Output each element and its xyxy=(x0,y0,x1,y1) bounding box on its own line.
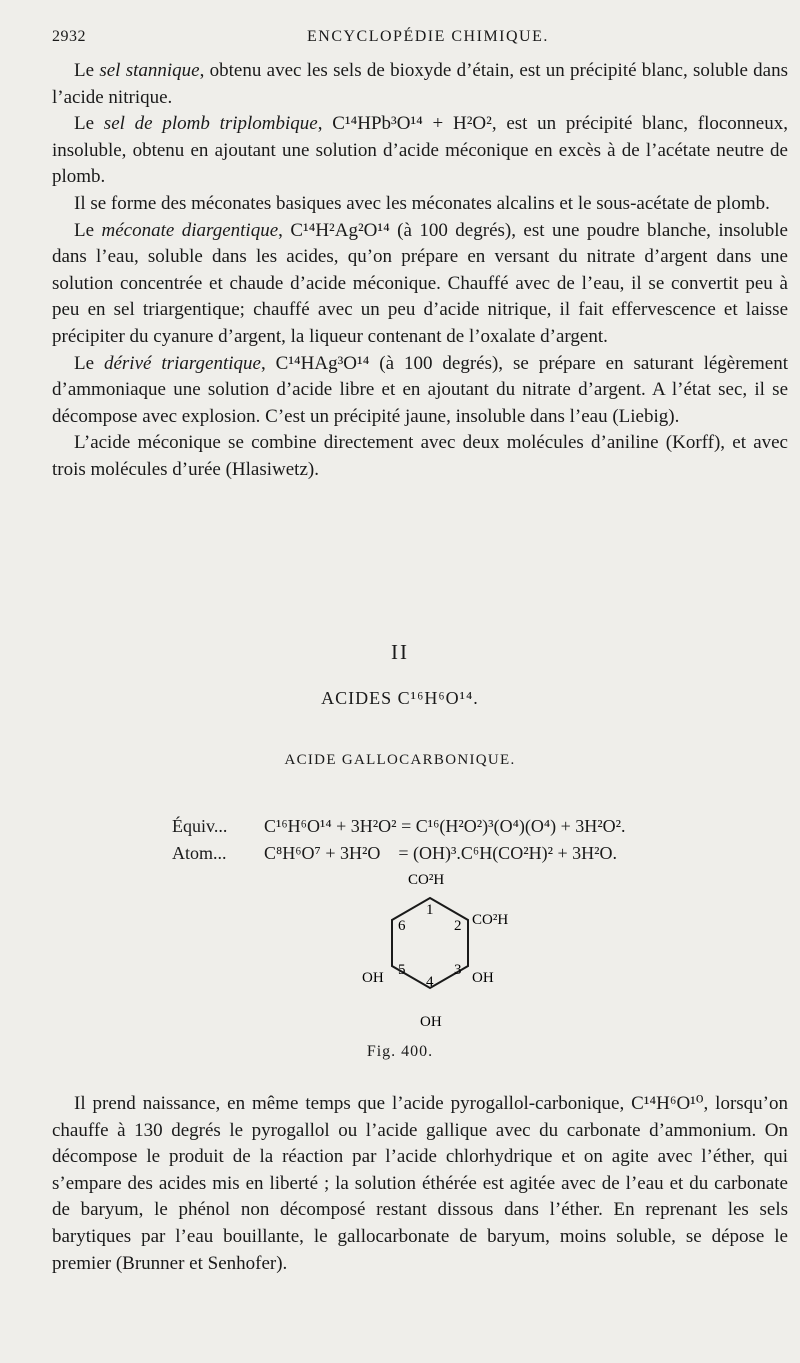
running-title: ENCYCLOPÉDIE CHIMIQUE. xyxy=(307,28,549,45)
paragraph: Le méconate diargentique, C¹⁴H²Ag²O¹⁴ (à 100 degrés), est une poudre blanche, insoluble dans l’eau, soluble dans les acides, qu’on prépare en versant du nitrate d’argent dans une solution concentrée et chaude d’acide méconique. Chauffé avec de l’eau, il se convertit peu à peu en sel triargentique; chauffé avec un peu d’acide nitrique, il fait effervescence et laisse précipiter du cyanure d’argent, la liqueur contenant de l’oxalate d’argent. xyxy=(52,219,788,347)
ring-position-5: 5 xyxy=(398,962,406,978)
substituent-bottom: OH xyxy=(420,1014,442,1030)
substituent-top: CO²H xyxy=(408,872,445,888)
ring-position-1: 1 xyxy=(426,902,434,918)
substituent-right-lower: OH xyxy=(472,970,494,986)
page-number: 2932 xyxy=(52,28,86,45)
formula-expression: C¹⁶H⁶O¹⁴ + 3H²O² = C¹⁶(H²O²)³(O⁴)(O⁴) + 3H²O². xyxy=(264,816,626,836)
formula-label: Équiv... xyxy=(172,816,228,836)
bottom-text-block xyxy=(52,1091,788,1277)
benzene-ring-diagram xyxy=(320,860,540,1040)
ring-position-2: 2 xyxy=(454,918,462,934)
section-title: ACIDES C¹⁶H⁶O¹⁴. xyxy=(321,688,479,708)
formula-expression: C⁸H⁶O⁷ + 3H²O = (OH)³.C⁶H(CO²H)² + 3H²O. xyxy=(264,843,618,863)
paragraph: Le sel stannique, obtenu avec les sels de bioxyde d’étain, est un précipité blanc, soluble dans l’acide nitrique. xyxy=(52,60,788,108)
paragraph: Il se forme des méconates basiques avec les méconates alcalins et le sous-acétate de plomb. xyxy=(74,192,770,214)
paragraph: L’acide méconique se combine directement avec deux molécules d’aniline (Korff), et avec trois molécules d’urée (Hlasiwetz). xyxy=(52,432,788,480)
running-header xyxy=(52,28,762,52)
figure-caption: Fig. 400. xyxy=(366,1043,434,1060)
formula-label: Atom... xyxy=(172,843,227,863)
substituent-left-lower: OH xyxy=(362,970,384,986)
ring-position-3: 3 xyxy=(454,962,462,978)
section-subtitle: ACIDE GALLOCARBONIQUE. xyxy=(284,752,516,768)
ring-position-6: 6 xyxy=(398,918,406,934)
top-text-block xyxy=(52,58,788,484)
paragraph: Il prend naissance, en même temps que l’acide pyrogallol-carbonique, C¹⁴H⁶O¹⁰, lorsqu’on chauffe à 130 degrés le pyrogallol ou l’acide gallique avec du carbonate d’ammonium. On décompose le produit de la réaction par l’acide chlorhydrique et on agite avec l’éther, qui s’empare des acides mis en liberté ; la solution éthérée est agitée avec de l’eau et du carbonate de baryum, le phénol non décomposé restant dissous dans l’éther. En reprenant les sels barytiques par l’eau bouillante, le gallocarbonate de baryum, moins soluble, se dépose le premier (Brunner et Senhofer). xyxy=(52,1093,788,1274)
substituent-right-upper: CO²H xyxy=(472,912,509,928)
ring-position-4: 4 xyxy=(426,974,434,990)
section-number: II xyxy=(391,640,409,664)
paragraph: Le sel de plomb triplombique, C¹⁴HPb³O¹⁴ + H²O², est un précipité blanc, floconneux, insoluble, obtenu en ajoutant une solution d’acide méconique en excès à de l’acétate neutre de plomb. xyxy=(52,113,788,188)
paragraph: Le dérivé triargentique, C¹⁴HAg³O¹⁴ (à 100 degrés), se prépare en saturant légèrement d’ammoniaque une solution d’acide libre et en ajoutant du nitrate d’argent. A l’état sec, il se décompose avec explosion. C’est un précipité jaune, insoluble dans l’eau (Liebig). xyxy=(52,352,788,427)
